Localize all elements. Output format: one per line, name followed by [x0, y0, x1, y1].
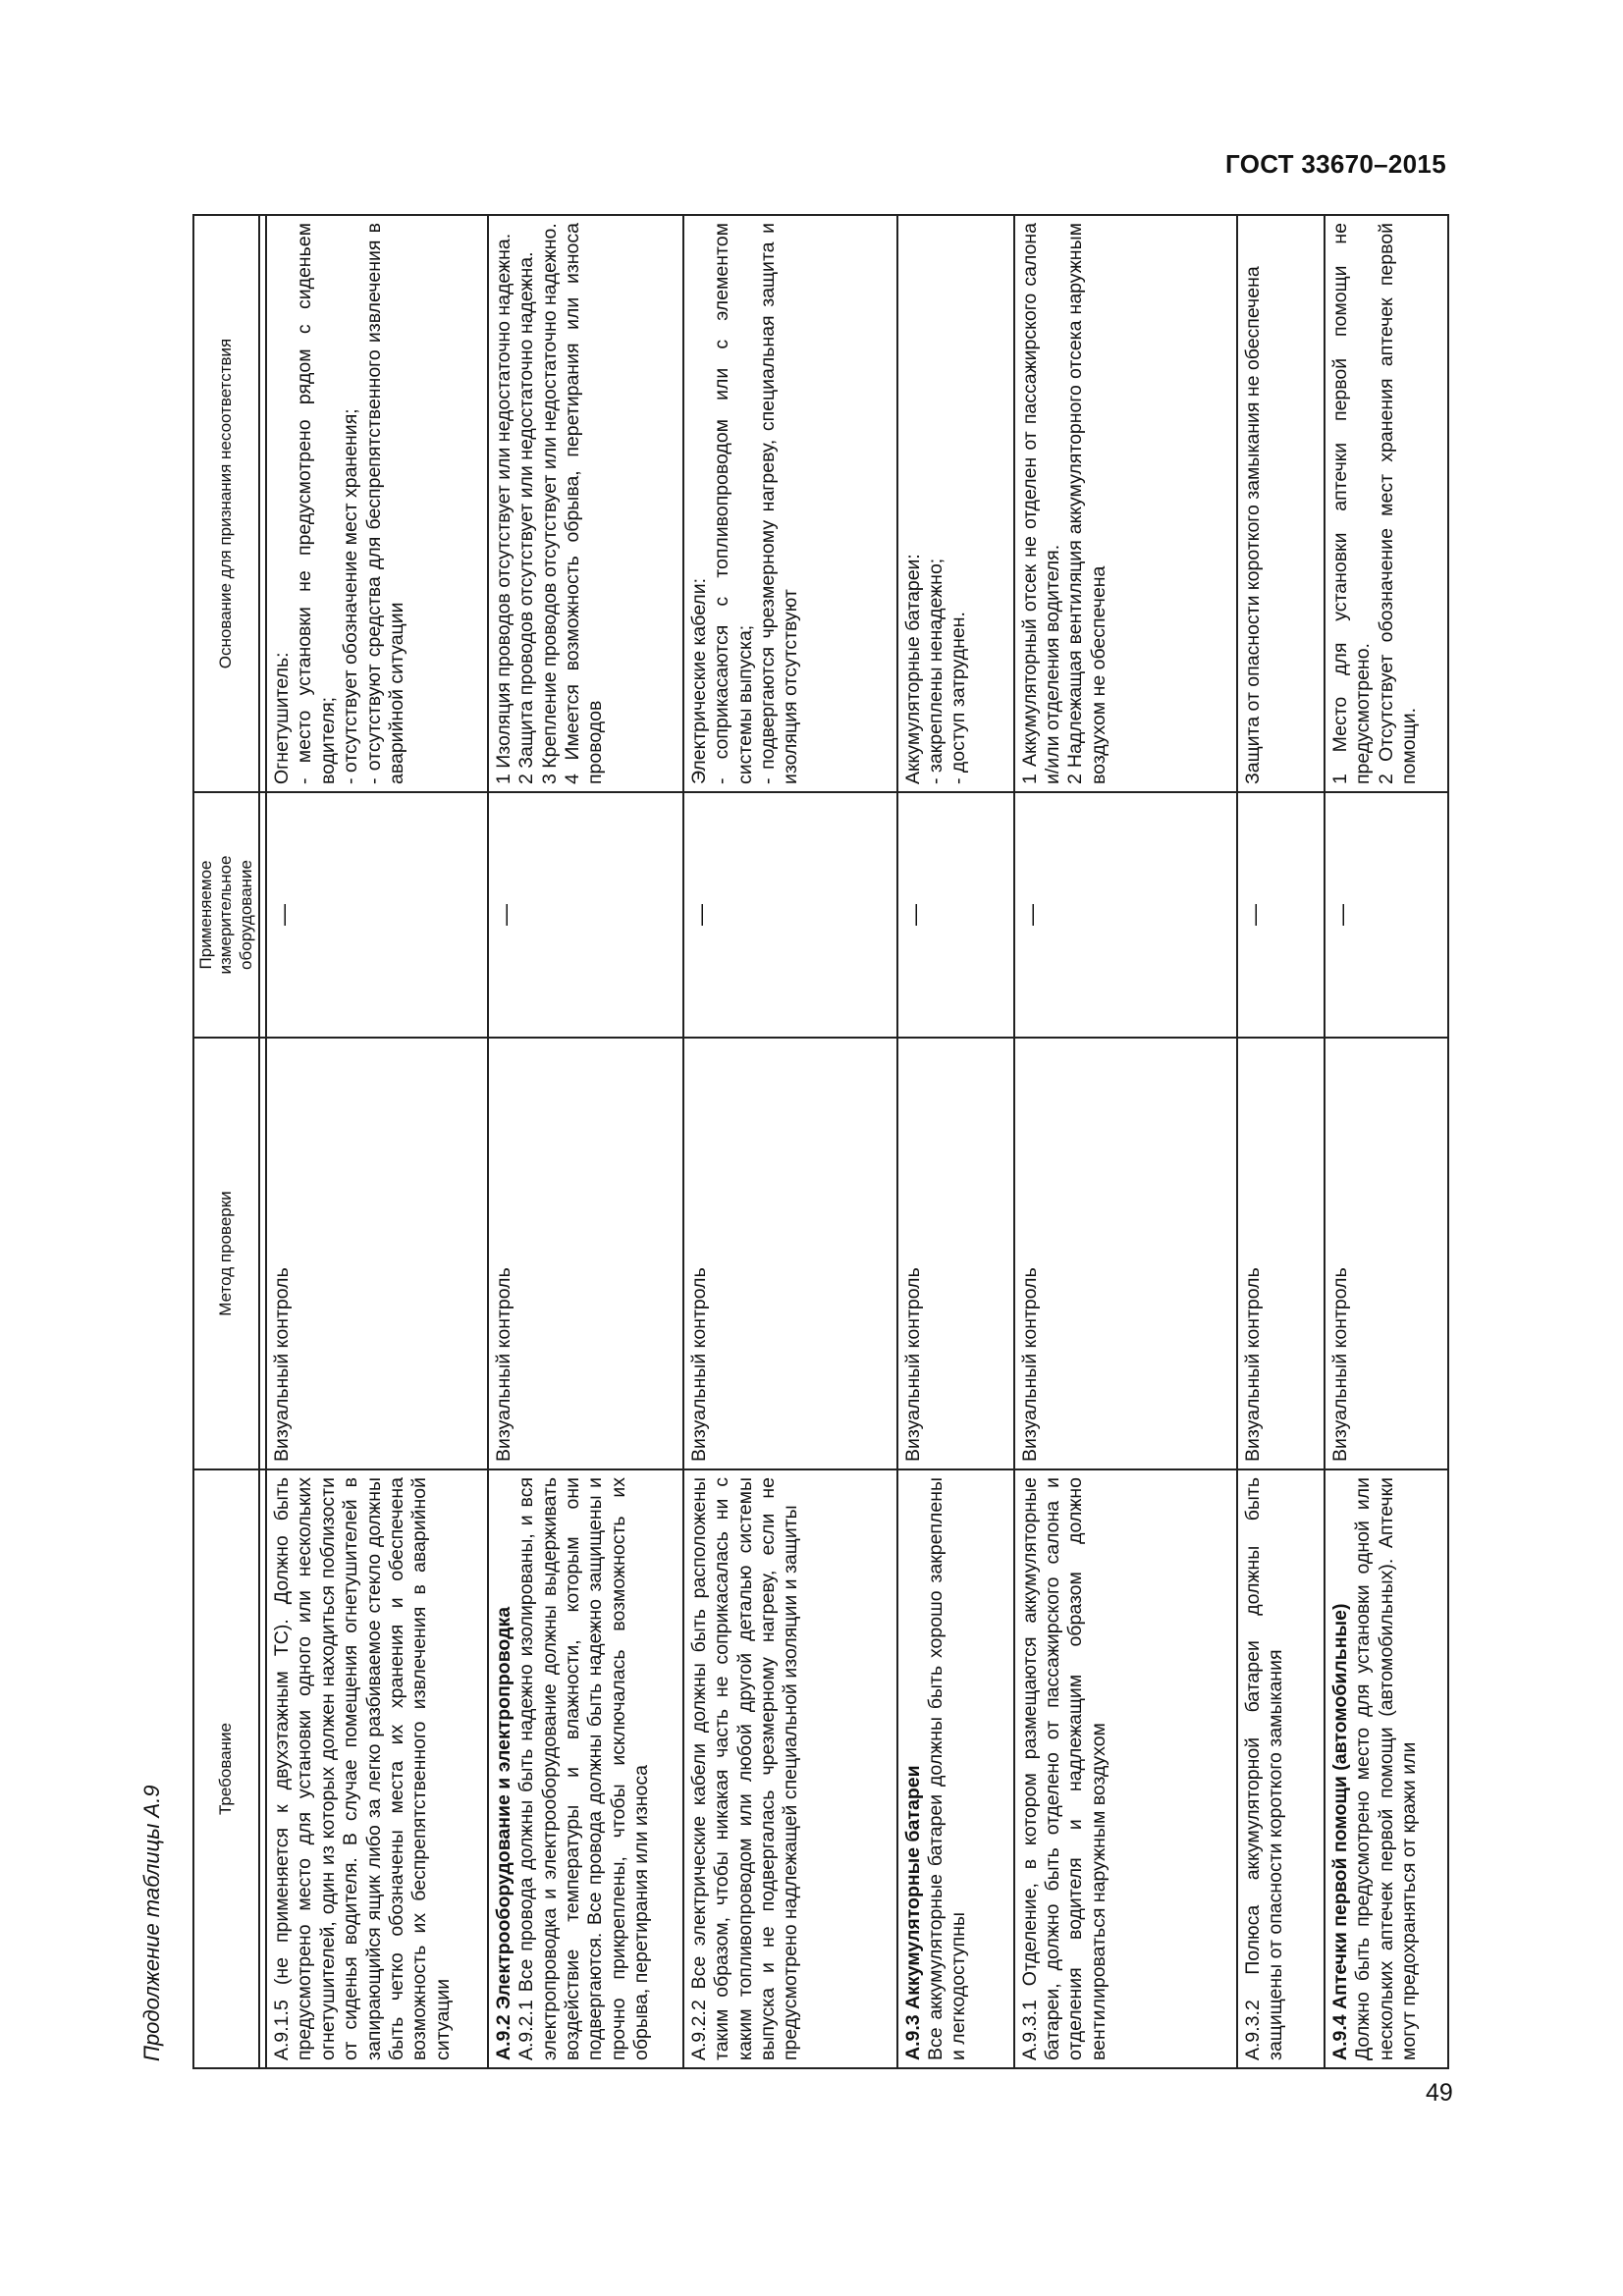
- requirement-text: Должно быть предусмотрено место для установки одной или нескольких аптечек первой помощи (автомобильных). Аптечки могут предохраняться от кражи или: [1352, 1477, 1421, 2060]
- basis-line: 2 Защита проводов отсутствует или недостаточно надежна.: [515, 251, 538, 784]
- basis-cell: [1325, 215, 1448, 792]
- requirement-text: А.9.2.2 Все электрические кабели должны быть расположены таким образом, чтобы никакая часть не соприкасалась ни с каким топливопроводом или любой другой деталью системы выпуска и не подвергалась чрезмерному нагреву, если не предусмотрено надлежащей специальной изоляции и защиты: [687, 1477, 802, 2060]
- basis-line: - доступ затруднен.: [947, 612, 970, 784]
- method-cell: Визуальный контроль: [1014, 1038, 1237, 1469]
- basis-line: Защита от опасности короткого замыкания не обеспечена: [1241, 266, 1264, 784]
- requirement-cell: [1325, 1469, 1448, 2068]
- basis-line: Аккумуляторные батареи:: [901, 554, 924, 784]
- table-row: [683, 215, 897, 2068]
- table-continuation-caption: Продолжение таблицы А.9: [139, 1785, 164, 2061]
- basis-line: Электрические кабели:: [687, 577, 710, 784]
- section-title: А.9.3 Аккумуляторные батареи: [901, 1765, 924, 2060]
- basis-line: 1 Место для установки аптечки первой помощи не предусмотрено.: [1328, 223, 1375, 784]
- basis-cell: [1014, 215, 1237, 792]
- table-row: [1325, 215, 1448, 2068]
- basis-cell: [897, 215, 1014, 792]
- equipment-cell: —: [266, 792, 488, 1038]
- requirement-cell: [897, 1469, 1014, 2068]
- equipment-cell: —: [488, 792, 683, 1038]
- header-separator: [259, 215, 266, 2068]
- basis-line: - подвергаются чрезмерному нагреву, специальная защита и изоляция отсутствуют: [757, 223, 802, 784]
- section-title: А.9.2 Электрооборудование и электропроводка: [492, 1606, 514, 2060]
- requirement-text: А.9.3.2 Полюса аккумуляторной батареи должны быть защищены от опасности короткого замыкания: [1241, 1477, 1286, 2060]
- column-header-equipment: Применяемое измерительное оборудование: [193, 792, 259, 1038]
- page-number: 49: [1426, 2079, 1453, 2107]
- section-title: А.9.4 Аптечки первой помощи (автомобильные): [1328, 1603, 1351, 2060]
- table-row: [1237, 215, 1325, 2068]
- basis-line: 2 Отсутствует обозначение мест хранения аптечек первой помощи.: [1375, 223, 1421, 784]
- method-cell: Визуальный контроль: [683, 1038, 897, 1469]
- table-row: [897, 215, 1014, 2068]
- requirement-text: А.9.1.5 (не применяется к двухэтажным ТС). Должно быть предусмотрено место для установки одного или нескольких огнетушителей, один из которых должен находиться поблизости от сиденья водителя. В случае помещения огнетушителей в запирающийся ящик либо за легко разбиваемое стекло должны быть четко обозначены места их хранения и обеспечена возможность их беспрепятственного извлечения в аварийной ситуации: [271, 1477, 454, 2060]
- standard-designation: ГОСТ 33670–2015: [1225, 149, 1446, 179]
- basis-line: - закреплены ненадежно;: [924, 558, 947, 784]
- requirement-cell: [488, 1469, 683, 2068]
- requirements-table: [192, 214, 1449, 2069]
- equipment-cell: —: [683, 792, 897, 1038]
- basis-cell: [683, 215, 897, 792]
- method-cell: Визуальный контроль: [897, 1038, 1014, 1469]
- table-row: [488, 215, 683, 2068]
- equipment-cell: —: [1325, 792, 1448, 1038]
- basis-cell: [266, 215, 488, 792]
- requirement-text: Все аккумуляторные батареи должны быть хорошо закреплены и легкодоступны: [924, 1477, 970, 2060]
- method-cell: Визуальный контроль: [1325, 1038, 1448, 1469]
- requirement-text: А.9.2.1 Все провода должны быть надежно изолированы, и вся электропроводка и электрооборудование должны выдерживать воздействие температуры и влажности, которым они подвергаются. Все провода должны быть надежно защищены и прочно прикреплены, чтобы исключалась возможность их обрыва, перетирания или износа: [515, 1477, 653, 2060]
- basis-line: - место установки не предусмотрено рядом с сиденьем водителя;: [294, 223, 339, 784]
- requirement-cell: [1014, 1469, 1237, 2068]
- equipment-cell: —: [897, 792, 1014, 1038]
- basis-line: 1 Изоляция проводов отсутствует или недостаточно надежна.: [492, 233, 514, 784]
- basis-line: Огнетушитель:: [271, 652, 294, 784]
- requirement-cell: [1237, 1469, 1325, 2068]
- method-cell: Визуальный контроль: [488, 1038, 683, 1469]
- basis-line: - соприкасаются с топливопроводом или с элементом системы выпуска;: [711, 223, 756, 784]
- basis-cell: [488, 215, 683, 792]
- table-header-row: [193, 215, 259, 2068]
- requirement-cell: [266, 1469, 488, 2068]
- requirement-cell: [683, 1469, 897, 2068]
- basis-line: 1 Аккумуляторный отсек не отделен от пассажирского салона и/или отделения водителя.: [1018, 223, 1064, 784]
- requirement-text: А.9.3.1 Отделение, в котором размещаются аккумуляторные батареи, должно быть отделено от пассажирского салона и отделения водителя и надлежащим образом должно вентилироваться наружным воздухом: [1018, 1477, 1109, 2060]
- basis-cell: [1237, 215, 1325, 792]
- table-row: [266, 215, 488, 2068]
- equipment-cell: —: [1237, 792, 1325, 1038]
- column-header-basis: Основание для признания несоответствия: [193, 215, 259, 792]
- equipment-cell: —: [1014, 792, 1237, 1038]
- basis-line: - отсутствует обозначение мест хранения;: [340, 408, 362, 784]
- basis-line: 2 Надлежащая вентиляция аккумуляторного отсека наружным воздухом не обеспечена: [1064, 223, 1109, 784]
- basis-line: 3 Крепление проводов отсутствует или недостаточно надежно.: [538, 223, 561, 784]
- column-header-requirement: Требование: [193, 1469, 259, 2068]
- method-cell: Визуальный контроль: [1237, 1038, 1325, 1469]
- table-row: [1014, 215, 1237, 2068]
- method-cell: Визуальный контроль: [266, 1038, 488, 1469]
- column-header-method: Метод проверки: [193, 1038, 259, 1469]
- basis-line: 4 Имеется возможность обрыва, перетирания или износа проводов: [562, 223, 607, 784]
- rotated-table-area: [139, 194, 1465, 2069]
- basis-line: - отсутствуют средства для беспрепятственного извлечения в аварийной ситуации: [362, 223, 407, 784]
